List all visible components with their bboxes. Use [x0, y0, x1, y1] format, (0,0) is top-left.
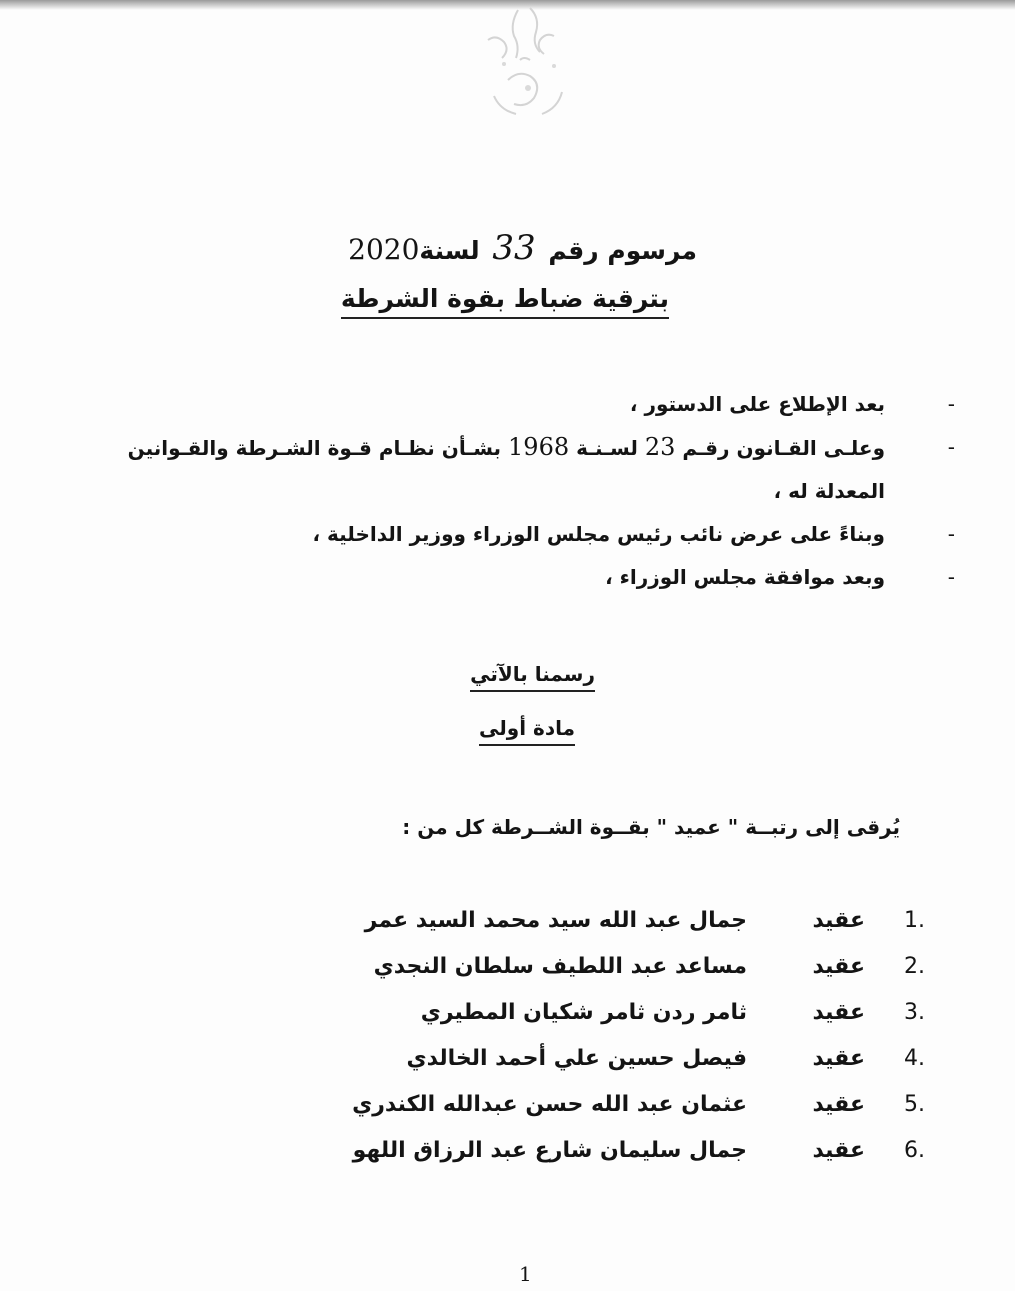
decree-title — [348, 228, 697, 268]
officer-rank: عقيد — [812, 1000, 865, 1025]
officer-name: ثامر ردن ثامر شكيان المطيري — [420, 1000, 747, 1025]
list-item — [365, 898, 925, 944]
preamble-text-after: بشـأن نظـام قـوة الشـرطة والقـوانين — [127, 436, 502, 460]
item-number: 5. — [904, 1092, 925, 1117]
list-item — [365, 1036, 925, 1082]
decree-number: 33 — [492, 228, 536, 268]
preamble-item — [115, 513, 955, 556]
preamble-text: بعد الإطلاع على الدستور ، — [629, 392, 885, 416]
list-item — [352, 1082, 925, 1128]
preamble-text-before: وعلـى القـانون رقـم — [682, 436, 885, 460]
preamble-item — [115, 426, 955, 513]
officers-list — [352, 898, 925, 1174]
preamble-text-continuation: المعدلة له ، — [773, 479, 885, 503]
page-number: 1 — [519, 1262, 532, 1286]
officer-rank: عقيد — [812, 1092, 865, 1117]
officer-rank: عقيد — [812, 954, 865, 979]
preamble-text: وبناءً على عرض نائب رئيس مجلس الوزراء ووزير الداخلية ، — [312, 522, 885, 546]
preamble-item — [115, 556, 955, 599]
law-number: 23 — [644, 433, 676, 461]
decree-heading: رسمنا بالآتي — [470, 662, 595, 692]
item-number: 2. — [904, 954, 925, 979]
item-number: 6. — [904, 1138, 925, 1163]
title-prefix: مرسوم رقم — [548, 236, 697, 265]
preamble-item — [115, 383, 955, 426]
bullet-dash: - — [947, 565, 955, 589]
officer-name: فيصل حسين علي أحمد الخالدي — [406, 1046, 747, 1071]
item-number: 1. — [904, 908, 925, 933]
officer-name: جمال سليمان شارع عبد الرزاق اللهو — [352, 1138, 747, 1163]
item-number: 4. — [904, 1046, 925, 1071]
bullet-dash: - — [947, 522, 955, 546]
faded-emblem-watermark — [458, 0, 598, 140]
item-number: 3. — [904, 1000, 925, 1025]
promotion-text: يُرقى إلى رتبــة " عميد " بقــوة الشــرطة كل من : — [402, 815, 900, 839]
list-item — [365, 990, 925, 1036]
article-heading: مادة أولى — [479, 716, 575, 746]
officer-rank: عقيد — [812, 1138, 865, 1163]
bullet-dash: - — [947, 435, 955, 459]
title-suffix: لسنة — [419, 236, 480, 265]
law-year: 1968 — [508, 433, 570, 461]
officer-name: مساعد عبد اللطيف سلطان النجدي — [373, 954, 747, 979]
preamble-list — [115, 383, 955, 599]
list-item — [352, 1128, 925, 1174]
decree-subtitle: بترقية ضباط بقوة الشرطة — [341, 284, 669, 319]
list-item — [365, 944, 925, 990]
officer-name: عثمان عبد الله حسن عبدالله الكندري — [352, 1092, 747, 1117]
bullet-dash: - — [947, 392, 955, 416]
preamble-text-middle: لسـنـة — [576, 436, 638, 460]
decree-year: 2020 — [348, 233, 420, 266]
officer-rank: عقيد — [812, 908, 865, 933]
preamble-text: وبعد موافقة مجلس الوزراء ، — [605, 565, 885, 589]
officer-name: جمال عبد الله سيد محمد السيد عمر — [364, 908, 747, 933]
officer-rank: عقيد — [812, 1046, 865, 1071]
